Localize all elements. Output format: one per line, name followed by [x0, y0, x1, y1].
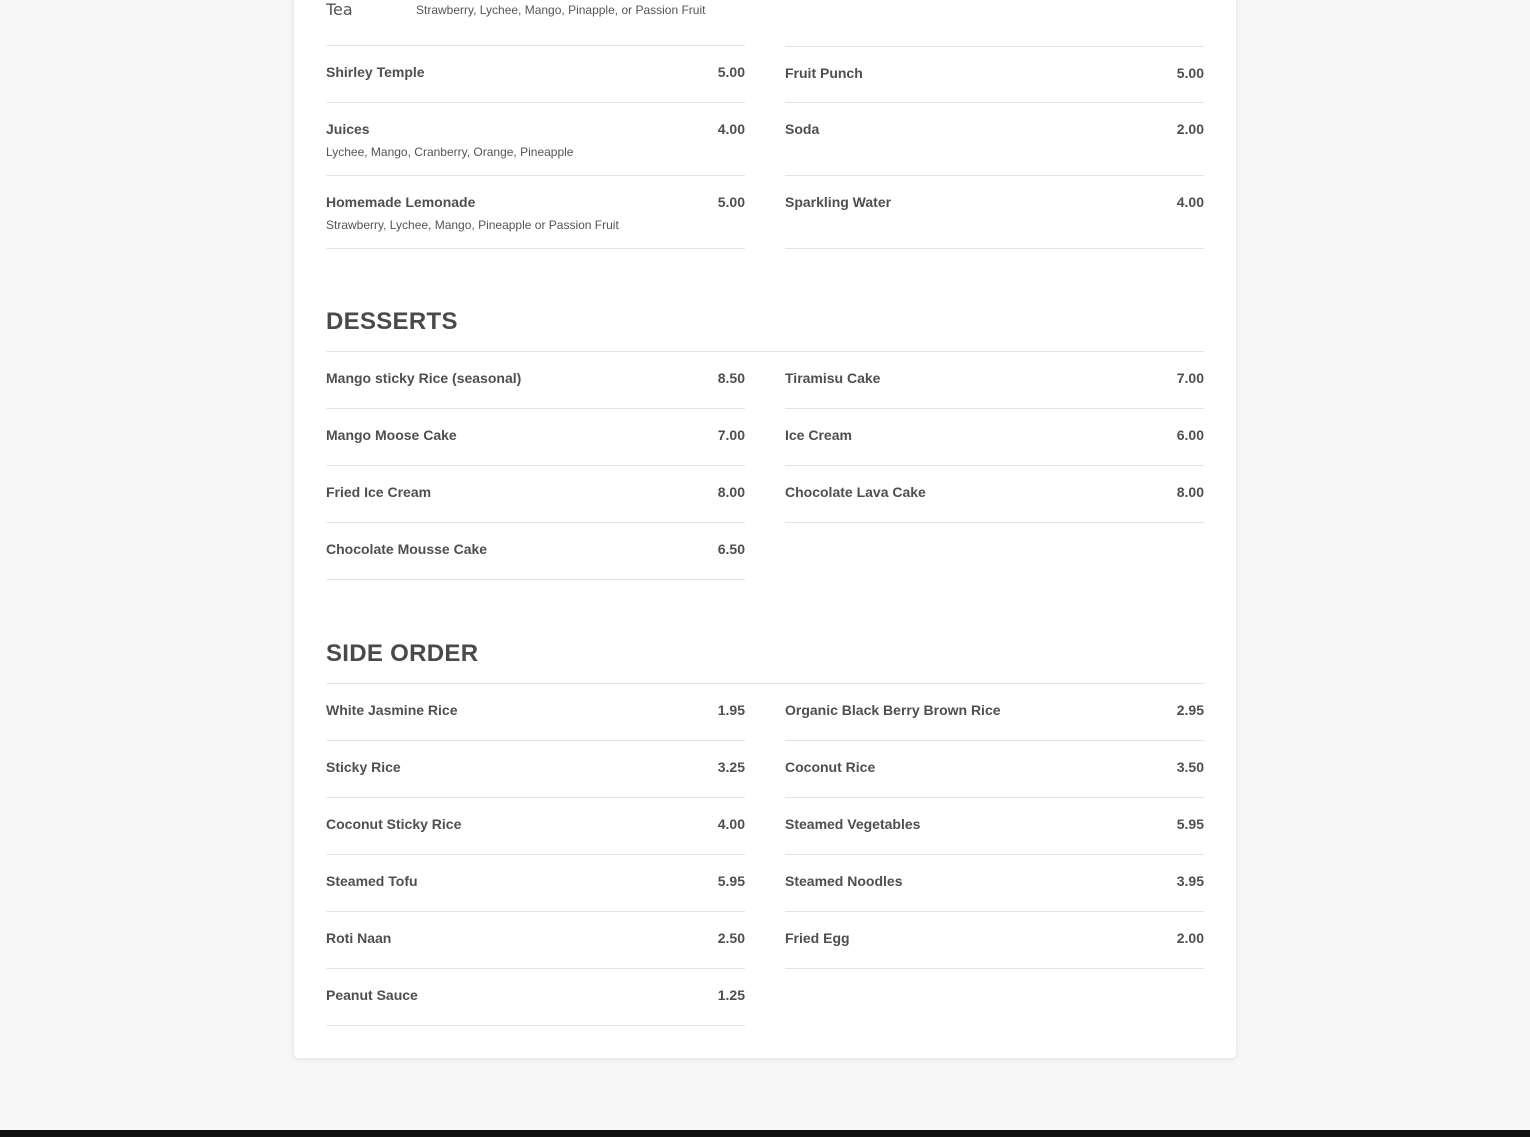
menu-item-name: Sparkling Water	[785, 194, 892, 210]
menu-item	[785, 912, 1204, 969]
menu-item-price: 8.00	[717, 484, 745, 500]
menu-item-price: 5.95	[1176, 816, 1204, 832]
menu-item	[785, 855, 1204, 912]
menu-item-price: 3.50	[1176, 759, 1204, 775]
menu-item-price: 7.00	[717, 427, 745, 443]
menu-item-price: 4.00	[717, 816, 745, 832]
menu-item-name: Mango sticky Rice (seasonal)	[326, 370, 522, 386]
menu-item-name: Mango Moose Cake	[326, 427, 457, 443]
menu-item-name: Ice Cream	[785, 427, 852, 443]
menu-item	[326, 741, 745, 798]
menu-item-name: Sticky Rice	[326, 759, 401, 775]
menu-item-name: Steamed Vegetables	[785, 816, 921, 832]
menu-item-name: White Jasmine Rice	[326, 702, 458, 718]
menu-item-name: Shirley Temple	[326, 64, 425, 80]
menu-item	[326, 855, 745, 912]
menu-item-price: 4.00	[1176, 194, 1204, 210]
menu-item	[326, 176, 745, 249]
menu-item-price: 5.95	[717, 873, 745, 889]
section-title-desserts: DESSERTS	[326, 308, 458, 335]
menu-item-description: Lychee, Mango, Cranberry, Orange, Pineapple	[326, 145, 574, 159]
section-title-side-order: SIDE ORDER	[326, 640, 479, 667]
menu-item-name: Fruit Punch	[785, 65, 863, 81]
menu-item	[785, 466, 1204, 523]
menu-item	[785, 103, 1204, 176]
menu-item-price: 7.00	[1176, 370, 1204, 386]
menu-item-price: 2.00	[1176, 121, 1204, 137]
menu-item-name: Soda	[785, 121, 820, 137]
menu-item-price: 5.00	[717, 64, 745, 80]
menu-item-name: Coconut Rice	[785, 759, 876, 775]
menu-item	[326, 798, 745, 855]
menu-item-price: 8.00	[1176, 484, 1204, 500]
menu-item-price: 6.00	[1176, 427, 1204, 443]
menu-item	[326, 466, 745, 523]
menu-item	[326, 523, 745, 580]
side-order-right-column	[785, 684, 1204, 969]
menu-item	[326, 103, 745, 176]
drinks-right-column	[785, 46, 1204, 249]
menu-item	[785, 798, 1204, 855]
menu-item-price: 2.00	[1176, 930, 1204, 946]
footer-bar	[0, 1130, 1530, 1137]
menu-item-description: Strawberry, Lychee, Mango, Pinapple, or Passion Fruit	[416, 3, 706, 17]
menu-item	[785, 684, 1204, 741]
side-order-left-column	[326, 684, 745, 1026]
menu-item-name: Homemade Lemonade	[326, 194, 476, 210]
menu-item-price: 2.95	[1176, 702, 1204, 718]
menu-item-name: Fried Ice Cream	[326, 484, 432, 500]
menu-item-name: Chocolate Lava Cake	[785, 484, 926, 500]
desserts-left-column	[326, 352, 745, 580]
menu-item-price: 1.25	[717, 987, 745, 1003]
desserts-right-column	[785, 352, 1204, 523]
menu-item	[326, 409, 745, 466]
menu-item	[326, 46, 745, 103]
menu-item-price: 1.95	[717, 702, 745, 718]
menu-item-name: Steamed Noodles	[785, 873, 903, 889]
menu-item	[785, 176, 1204, 249]
menu-item-name: Steamed Tofu	[326, 873, 418, 889]
menu-item-price: 2.50	[717, 930, 745, 946]
menu-item-name: Peanut Sauce	[326, 987, 418, 1003]
menu-card	[294, 0, 1236, 1058]
menu-item-name: Coconut Sticky Rice	[326, 816, 462, 832]
menu-item	[785, 47, 1204, 103]
menu-item-name: Organic Black Berry Brown Rice	[785, 702, 1001, 718]
menu-item-name: Roti Naan	[326, 930, 392, 946]
menu-item-price: 5.00	[717, 194, 745, 210]
menu-item	[785, 741, 1204, 798]
menu-item-description: Strawberry, Lychee, Mango, Pineapple or Passion Fruit	[326, 218, 619, 232]
menu-item	[326, 969, 745, 1026]
menu-item-name: Juices	[326, 121, 370, 137]
menu-item-price: 3.95	[1176, 873, 1204, 889]
menu-item-name: Tea	[326, 0, 353, 19]
drinks-left-column	[326, 46, 745, 249]
menu-item	[326, 912, 745, 969]
menu-item	[785, 352, 1204, 409]
menu-item	[785, 409, 1204, 466]
menu-item-name: Chocolate Mousse Cake	[326, 541, 488, 557]
menu-item-price: 8.50	[717, 370, 745, 386]
menu-item-price: 3.25	[717, 759, 745, 775]
menu-item-price: 5.00	[1176, 65, 1204, 81]
menu-item-name: Tiramisu Cake	[785, 370, 881, 386]
menu-item	[326, 684, 745, 741]
menu-item-price: 6.50	[717, 541, 745, 557]
menu-item-tea	[326, 0, 745, 46]
menu-item	[326, 352, 745, 409]
menu-item-name: Fried Egg	[785, 930, 850, 946]
menu-item-price: 4.00	[717, 121, 745, 137]
